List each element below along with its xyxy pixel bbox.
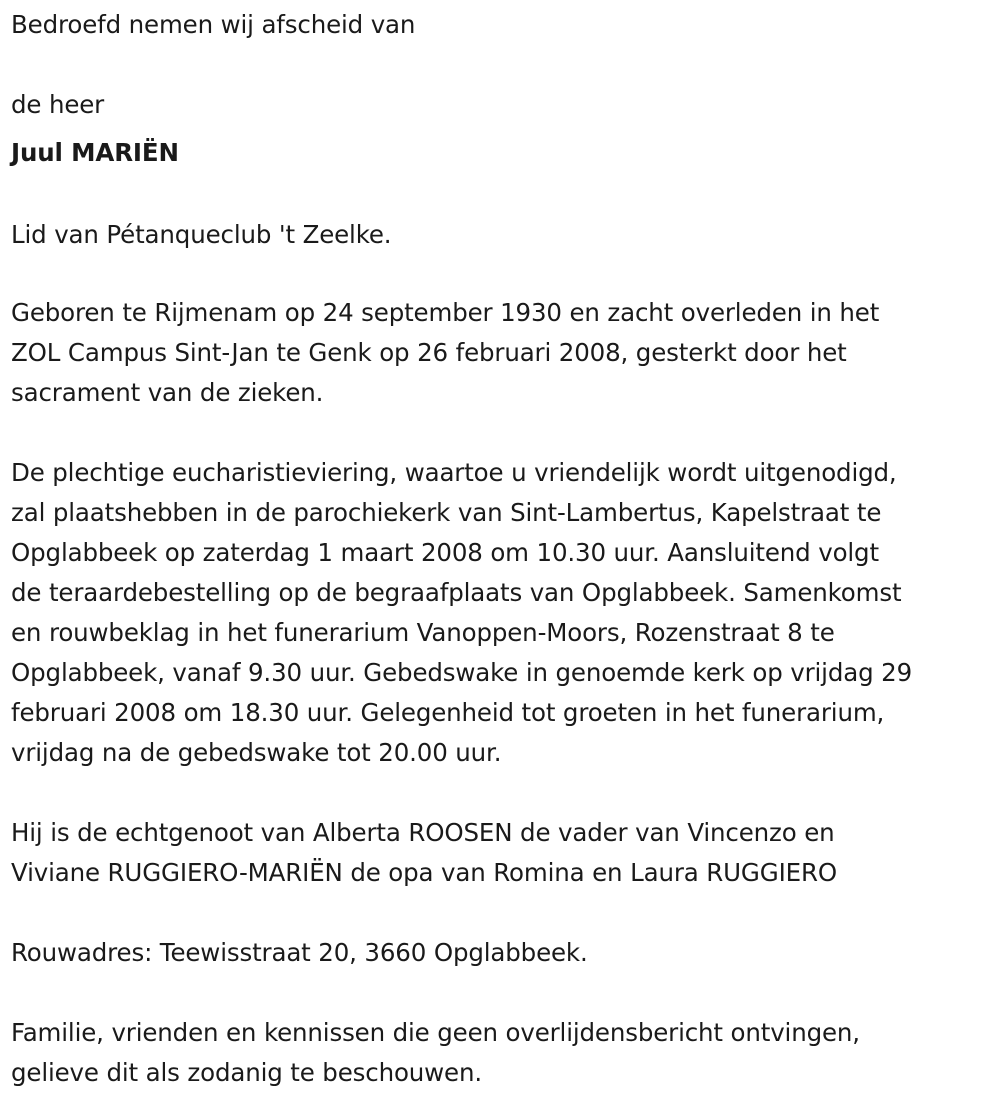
- intro-text: Bedroefd nemen wij afscheid van: [11, 10, 416, 39]
- paragraph-line: vrijdag na de gebedswake tot 20.00 uur.: [11, 738, 502, 767]
- paragraph-line: en rouwbeklag in het funerarium Vanoppen-Moors, Rozenstraat 8 te: [11, 618, 835, 647]
- paragraph-line: sacrament van de zieken.: [11, 378, 324, 407]
- paragraph-line: Viviane RUGGIERO-MARIËN de opa van Romina en Laura RUGGIERO: [11, 858, 837, 887]
- paragraph-line: ZOL Campus Sint-Jan te Genk op 26 februari 2008, gesterkt door het: [11, 338, 847, 367]
- paragraph-line: Familie, vrienden en kennissen die geen overlijdensbericht ontvingen,: [11, 1018, 860, 1047]
- paragraph-line: februari 2008 om 18.30 uur. Gelegenheid tot groeten in het funerarium,: [11, 698, 885, 727]
- paragraph-line: Opglabbeek op zaterdag 1 maart 2008 om 10.30 uur. Aansluitend volgt: [11, 538, 879, 567]
- paragraph-line: De plechtige eucharistieviering, waartoe u vriendelijk wordt uitgenodigd,: [11, 458, 897, 487]
- paragraph-line: Opglabbeek, vanaf 9.30 uur. Gebedswake in genoemde kerk op vrijdag 29: [11, 658, 913, 687]
- paragraph-line: Geboren te Rijmenam op 24 september 1930 en zacht overleden in het: [11, 298, 880, 327]
- paragraph-line: de teraardebestelling op de begraafplaats van Opglabbeek. Samenkomst: [11, 578, 902, 607]
- paragraph-line: zal plaatshebben in de parochiekerk van Sint-Lambertus, Kapelstraat te: [11, 498, 882, 527]
- honorific: de heer: [11, 90, 105, 119]
- paragraph-line: Hij is de echtgenoot van Alberta ROOSEN de vader van Vincenzo en: [11, 818, 835, 847]
- mourning-address: Rouwadres: Teewisstraat 20, 3660 Opglabbeek.: [11, 938, 588, 967]
- membership-text: Lid van Pétanqueclub 't Zeelke.: [11, 220, 392, 249]
- deceased-name: Juul MARIËN: [11, 138, 179, 167]
- paragraph-line: gelieve dit als zodanig te beschouwen.: [11, 1058, 482, 1087]
